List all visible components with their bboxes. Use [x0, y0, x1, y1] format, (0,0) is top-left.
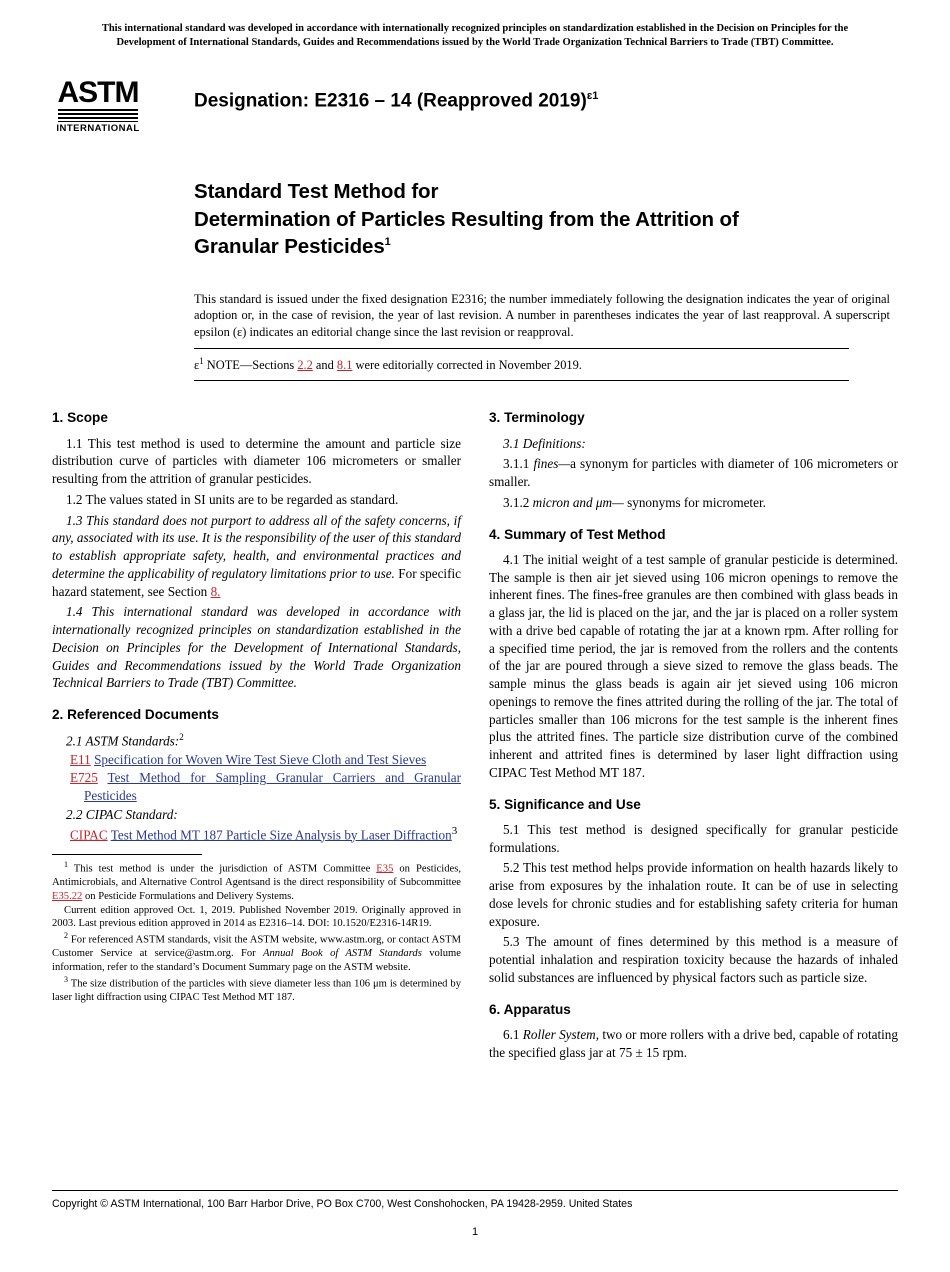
right-column: [489, 409, 898, 1064]
footnote-2: [52, 931, 461, 975]
section-heading-apparatus: 6. Apparatus: [489, 1001, 571, 1017]
footnote-3-text: The size distribution of the particles with sieve diameter less than 106 μm is determined by laser light diffraction using CIPAC Test Method MT 187.: [52, 978, 461, 1004]
preamble-divider-top: [194, 348, 849, 349]
footnote-edition: Current edition approved Oct. 1, 2019. Published November 2019. Originally approved in 2003. Last previous edition approved in 2014 as E2316–14. DOI: 10.1520/E2316-14R19.: [52, 904, 461, 930]
epsilon-symbol: ɛ: [194, 358, 200, 373]
cipac-standard-label: 2.2 CIPAC Standard:: [66, 806, 178, 822]
body-columns: [52, 409, 898, 1064]
reference-item-cipac[interactable]: [52, 824, 461, 844]
page-title: [52, 178, 898, 260]
paragraph-3-1-2: [489, 494, 898, 512]
page-footer: [52, 1190, 898, 1238]
paragraph-3-1-1-text: a synonym for particles with diameter of 106 micrometers or smaller.: [489, 456, 899, 490]
section-heading-significance: 5. Significance and Use: [489, 796, 641, 812]
paragraph-1-3-italic: 1.3 This standard does not purport to address all of the safety concerns, if any, associated with its use. It is the responsibility of the user of this standard to establish appropriate safety, health, and environmental practices and determine the applicability of regulatory limitations prior to use.: [52, 512, 461, 581]
astm-standards-label: [52, 731, 461, 750]
astm-standards-footnote-marker: 2: [179, 732, 184, 743]
paragraph-5-3: 5.3 The amount of fines determined by this method is a measure of potential inhalation and respiration toxicity because the hazards of inhaled solid substances are influenced by physical factors such as particle size.: [489, 934, 898, 985]
link-section-8-1[interactable]: 8.1: [336, 358, 353, 373]
footnote-1-marker: 1: [64, 859, 68, 869]
footnote-3-marker: 3: [64, 974, 68, 984]
footnote-1-text-a: This test method is under the jurisdiction of ASTM Committee: [68, 863, 377, 875]
paragraph-1-3-tail: For specific hazard statement, see Section: [52, 565, 461, 599]
tbt-header: [70, 22, 880, 50]
section-heading-terminology: 3. Terminology: [489, 410, 585, 426]
paragraph-1-4: 1.4 This international standard was developed in accordance with internationally recognized principles on standardization established in the Decision on Principles for the Development of International Standards, Guides and Recommendations issued by the World Trade Organization Technical Barriers to Trade (TBT) Committee.: [52, 604, 461, 691]
reference-item-e725[interactable]: [52, 769, 461, 805]
title-line-3: [194, 233, 898, 260]
link-e11-title[interactable]: Specification for Woven Wire Test Sieve Cloth and Test Sieves: [94, 751, 427, 767]
paragraph-6-1-text: two or more rollers with a drive bed, capable of rotating the specified glass jar at 75 ± 15 rpm.: [489, 1027, 898, 1060]
astm-logo-subtitle: INTERNATIONAL: [56, 123, 140, 135]
footnote-divider: [52, 854, 202, 855]
link-cipac[interactable]: CIPAC: [70, 826, 108, 842]
footer-divider: [52, 1190, 898, 1191]
link-e725-title[interactable]: Test Method for Sampling Granular Carriers and Granular Pesticides: [84, 770, 461, 804]
tbt-header-line-1: This international standard was developed in accordance with internationally recognized principles on standardization established in the Decision on Principles for the: [101, 23, 849, 34]
definitions-label: 3.1 Definitions:: [503, 435, 586, 451]
left-column: [52, 409, 461, 1064]
epsilon-note-text-before: NOTE—Sections: [203, 358, 298, 373]
footnote-2-marker: 2: [64, 931, 68, 941]
term-micron: micron and μm—: [532, 494, 624, 510]
term-fines: fines—: [533, 456, 571, 472]
astm-logo-bars-icon: [58, 109, 138, 122]
epsilon-note: [52, 356, 898, 380]
title-line-2: Determination of Particles Resulting from the Attrition of: [194, 207, 739, 231]
term-roller-system: Roller System,: [522, 1027, 599, 1042]
designation-label: Designation: E2316 – 14 (Reapproved 2019): [194, 90, 587, 112]
title-line-3-text: Granular Pesticides: [194, 235, 385, 259]
paragraph-1-1: 1.1 This test method is used to determine the amount and particle size distribution curve of particles with diameter 106 micrometers or smaller resulting from the attrition of granular pesticides.: [52, 435, 461, 487]
link-section-8[interactable]: 8.: [210, 583, 221, 599]
paragraph-1-3: [52, 512, 461, 601]
standard-preamble: This standard is issued under the fixed designation E2316; the number immediately following the designation indicates the year of original adoption or, in the case of revision, the year of last revision. A number in parentheses indicates the year of last reapproval. A superscript epsilon (ɛ) indicates an editorial change since the last revision or reapproval.: [194, 291, 890, 339]
paragraph-3-1-1-number: 3.1.1: [503, 456, 534, 472]
tbt-header-line-2: Development of International Standards, Guides and Recommendations issued by the World Trade Organization Technical Barriers to Trade (TBT) Committee.: [116, 37, 834, 49]
paragraph-3-1-1: [489, 455, 898, 491]
paragraph-3-1-2-text: synonyms for micrometer.: [623, 494, 766, 510]
footnote-1-text-c: on Pesticide Formulations and Delivery Systems.: [82, 890, 294, 902]
footnote-2-text-c: volume information, refer to the standard’s Document Summary page on the ASTM website.: [52, 948, 461, 974]
link-cipac-title[interactable]: Test Method MT 187 Particle Size Analysis by Laser Diffraction: [110, 826, 452, 842]
footnote-2-italic: Annual Book of ASTM Standards: [263, 948, 422, 960]
reference-item-e11[interactable]: [52, 751, 461, 769]
cipac-footnote-marker: 3: [451, 824, 458, 837]
copyright-text: Copyright © ASTM International, 100 Barr Harbor Drive, PO Box C700, West Conshohocken, PA 19428-2959. United States: [52, 1198, 633, 1210]
page-number: 1: [471, 1226, 479, 1238]
link-e11[interactable]: E11: [70, 751, 91, 767]
epsilon-note-mid: and: [312, 358, 337, 373]
footnotes: [52, 860, 461, 1005]
link-section-2-2[interactable]: 2.2: [297, 358, 313, 373]
paragraph-6-1-number: 6.1: [503, 1027, 523, 1042]
paragraph-4-1: 4.1 The initial weight of a test sample of granular pesticide is determined. The sample is then air jet sieved using 106 micron openings to remove the inherent fines. The fines-free granules are then combined with glass beads in a glass jar, the lid is placed on the jar, and the jar is placed on a roller system with a drive bed capable of rotating the jar at a known rpm. After rolling for a specified time period, the jar is removed from the rollers and the contents of the jar are poured through a sieve sized to remove the glass beads. The sample minus the glass beads is again air jet sieved using 106 micron openings to remove the fines attrited during the rolling of the jar. The total of particles smaller than 106 microns for the test sample is the inherent fines plus the attrited fines. The particle size distribution curve of the combined inherent and attrited fines is determined by laser light diffraction using CIPAC Test Method MT 187.: [489, 551, 898, 780]
astm-logo: [52, 76, 144, 134]
footnote-1-text-b: on Pesticides, Antimicrobials, and Alternative Control Agentsand is the direct responsibility of Subcommittee: [52, 863, 461, 889]
epsilon-note-text-after: were editorially corrected in November 2019.: [352, 358, 582, 373]
designation-row: [52, 76, 898, 134]
paragraph-5-2: 5.2 This test method helps provide information on health hazards likely to arise from exposures by the inhalation route. It can be of use in selecting dose levels for chronic studies and for establishing safety criteria for human exposure.: [489, 860, 898, 929]
designation-superscript: ɛ1: [586, 90, 599, 103]
astm-standards-label-text: 2.1 ASTM Standards:: [66, 733, 180, 749]
footnote-1: [52, 860, 461, 904]
title-footnote-marker: 1: [384, 236, 391, 249]
preamble-divider-bottom: [194, 380, 849, 381]
link-committee-e35[interactable]: E35: [376, 863, 394, 875]
link-subcommittee-e35-22[interactable]: E35.22: [52, 890, 83, 902]
footnote-3: [52, 975, 461, 1005]
footnote-2-text-a: For referenced ASTM standards, visit the ASTM website, www.astm.org, or contact ASTM Customer Service at service@astm.org. For: [52, 934, 461, 960]
paragraph-3-1-2-number: 3.1.2: [503, 494, 533, 510]
paragraph-1-2: 1.2 The values stated in SI units are to be regarded as standard.: [66, 491, 399, 507]
epsilon-superscript: 1: [199, 356, 204, 367]
paragraph-5-1: 5.1 This test method is designed specifically for granular pesticide formulations.: [489, 821, 898, 855]
link-e725[interactable]: E725: [70, 770, 98, 786]
astm-logo-text: ASTM: [57, 76, 139, 110]
section-heading-referenced-documents: 2. Referenced Documents: [52, 707, 219, 723]
section-heading-summary: 4. Summary of Test Method: [489, 526, 666, 542]
title-line-1: Standard Test Method for: [194, 180, 439, 204]
paragraph-6-1: [489, 1026, 898, 1062]
section-heading-scope: 1. Scope: [52, 410, 108, 426]
designation-text: [144, 76, 598, 112]
